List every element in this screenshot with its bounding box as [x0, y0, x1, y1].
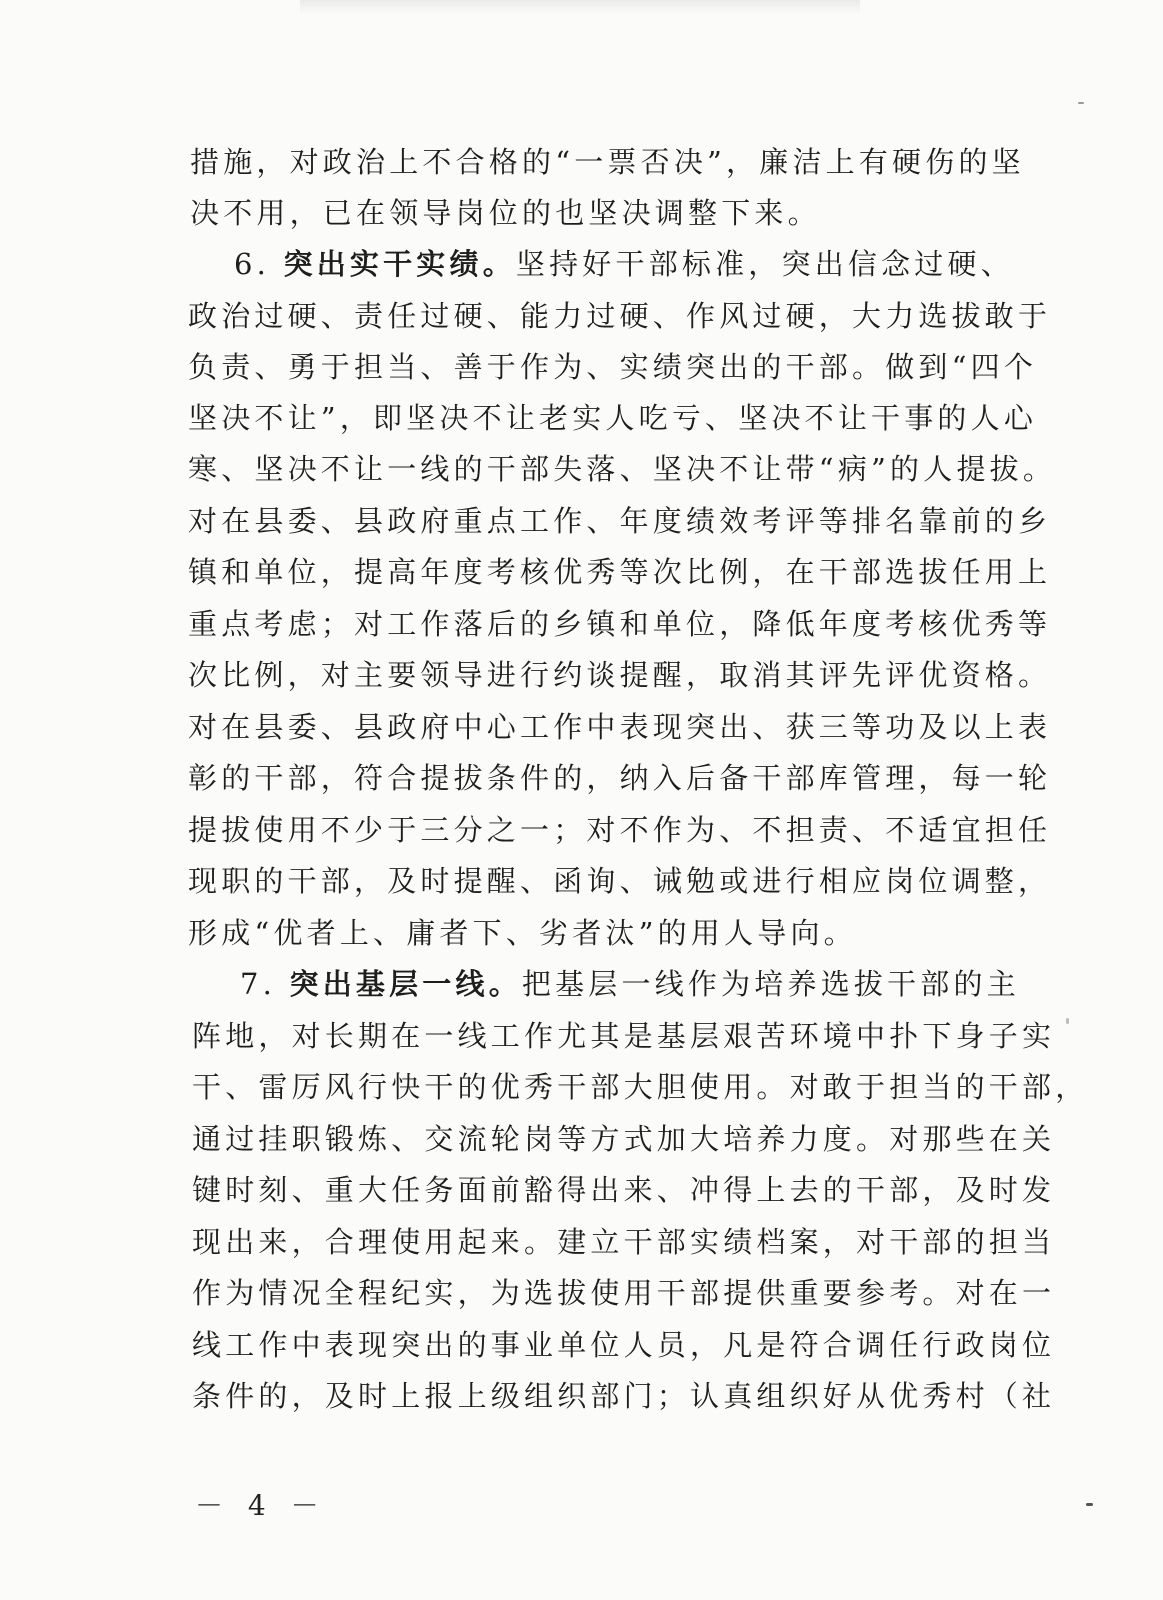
text-line: 作为情况全程纪实，为选拔使用干部提供重要参考。对在一 — [192, 1276, 1056, 1310]
text-line: 镇和单位，提高年度考核优秀等次比例，在干部选拔任用上 — [188, 555, 1052, 589]
text-line: 键时刻、重大任务面前豁得出来、冲得上去的干部，及时发 — [192, 1173, 1056, 1207]
item-7-text: 把基层一线作为培养选拔干部的主 — [521, 967, 1020, 1001]
text-line: 坚决不让”，即坚决不让老实人吃亏、坚决不让干事的人心 — [188, 401, 1038, 435]
text-line: 通过挂职锻炼、交流轮岗等方式加大培养力度。对那些在关 — [192, 1122, 1056, 1156]
item-7-paragraph-start — [240, 964, 1020, 1004]
scan-speck — [1086, 1503, 1093, 1506]
text-line: 干、雷厉风行快干的优秀干部大胆使用。对敢于担当的干部， — [192, 1070, 1089, 1104]
text-line: 提拔使用不少于三分之一；对不作为、不担责、不适宜担任 — [188, 813, 1052, 847]
item-7-number: 7. — [240, 967, 290, 1001]
item-6-paragraph-start — [234, 244, 1014, 284]
text-line: 负责、勇于担当、善于作为、实绩突出的干部。做到“四个 — [188, 350, 1038, 384]
text-line: 政治过硬、责任过硬、能力过硬、作风过硬，大力选拔敢于 — [188, 299, 1052, 333]
item-6-text: 坚持好干部标准，突出信念过硬、 — [515, 247, 1014, 281]
text-line: 阵地，对长期在一线工作尤其是基层艰苦环境中扑下身子实 — [192, 1019, 1056, 1053]
scan-speck — [1066, 1018, 1069, 1024]
page-number: － 4 － — [195, 1489, 327, 1522]
text-line: 重点考虑；对工作落后的乡镇和单位，降低年度考核优秀等 — [188, 607, 1052, 641]
item-6-heading: 突出实干实绩。 — [283, 247, 516, 281]
text-line: 措施，对政治上不合格的“一票否决”，廉洁上有硬伤的坚 — [190, 145, 1025, 179]
text-line: 对在县委、县政府中心工作中表现突出、获三等功及以上表 — [188, 710, 1052, 744]
scan-speck — [1078, 102, 1084, 104]
text-line: 现出来，合理使用起来。建立干部实绩档案，对干部的担当 — [192, 1225, 1056, 1259]
text-line: 线工作中表现突出的事业单位人员，凡是符合调任行政岗位 — [192, 1328, 1056, 1362]
text-line: 现职的干部，及时提醒、函询、诫勉或进行相应岗位调整， — [188, 864, 1052, 898]
item-7-heading: 突出基层一线。 — [289, 967, 522, 1001]
text-line: 次比例，对主要领导进行约谈提醒，取消其评先评优资格。 — [188, 658, 1052, 692]
text-line: 决不用，已在领导岗位的也坚决调整下来。 — [190, 196, 821, 230]
text-line: 对在县委、县政府重点工作、年度绩效考评等排名靠前的乡 — [188, 504, 1052, 538]
item-6-number: 6. — [234, 247, 284, 281]
text-line: 彰的干部，符合提拔条件的，纳入后备干部库管理，每一轮 — [188, 761, 1052, 795]
text-line: 条件的，及时上报上级组织部门；认真组织好从优秀村（社 — [192, 1379, 1056, 1413]
text-line: 形成“优者上、庸者下、劣者汰”的用人导向。 — [188, 916, 857, 950]
text-line: 寒、坚决不让一线的干部失落、坚决不让带“病”的人提拔。 — [188, 452, 1057, 486]
